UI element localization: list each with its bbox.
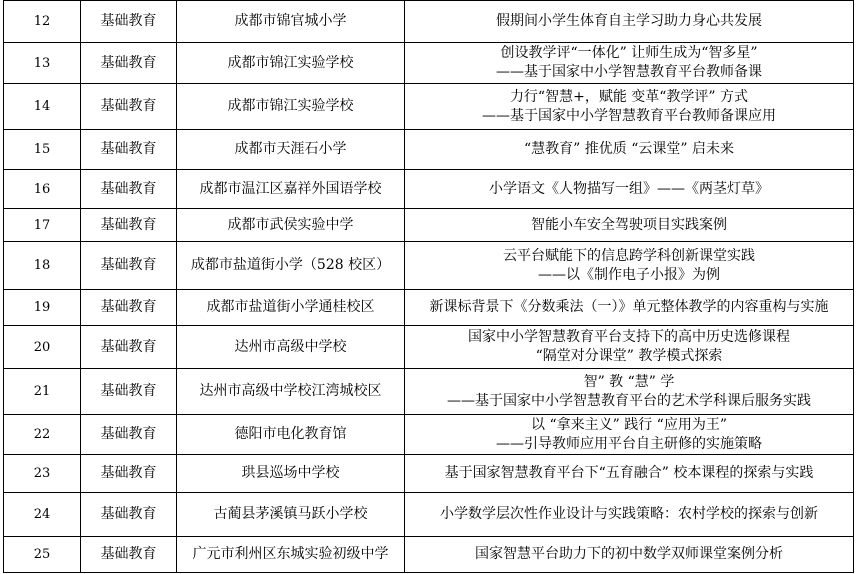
title-line: 以 “拿来主义” 践行 “应用为王” (531, 416, 727, 433)
title-cell (405, 493, 854, 537)
school-cell: 成都市盐道街小学（528 校区） (177, 242, 405, 290)
table-row (4, 84, 854, 130)
table-row (4, 209, 854, 242)
school-cell: 成都市锦官城小学 (177, 1, 405, 43)
school-cell: 珙县巡场中学校 (177, 455, 405, 493)
row-number-cell: 20 (4, 326, 81, 369)
title-line: “隔堂对分课堂” 教学模式探索 (535, 348, 723, 364)
title-cell (405, 209, 854, 242)
category-cell: 基础教育 (81, 43, 177, 84)
school-cell: 成都市天涯石小学 (177, 130, 405, 170)
school-cell: 成都市锦江实验学校 (177, 43, 405, 84)
title-line: 小学语文《人物描写一组》——《两茎灯草》 (489, 180, 769, 197)
table-row (4, 290, 854, 326)
title-line: 新课标背景下《分数乘法（一）》单元整体教学的内容重构与实施 (429, 299, 829, 315)
title-line: 基于国家智慧教育平台下“五育融合” 校本课程的探索与实践 (444, 465, 814, 481)
row-number-cell: 15 (4, 130, 81, 170)
row-number-cell: 17 (4, 209, 81, 242)
title-line: ——基于国家中小学智慧教育平台的艺术学科课后服务实践 (447, 392, 811, 409)
row-number-cell: 25 (4, 537, 81, 573)
school-cell: 成都市温江区嘉祥外国语学校 (177, 170, 405, 209)
title-cell (405, 84, 854, 130)
awards-table (3, 0, 854, 573)
category-cell: 基础教育 (81, 326, 177, 369)
table-row (4, 369, 854, 415)
row-number-cell: 18 (4, 242, 81, 290)
school-cell: 达州市高级中学校江湾城校区 (177, 369, 405, 415)
category-cell: 基础教育 (81, 455, 177, 493)
row-number-cell: 13 (4, 43, 81, 84)
title-line: 国家中小学智慧教育平台支持下的高中历史选修课程 (468, 329, 790, 345)
table-body (4, 1, 854, 573)
category-cell: 基础教育 (81, 130, 177, 170)
title-line: ——基于国家中小学智慧教育平台教师备课 (496, 64, 762, 80)
table-row (4, 242, 854, 290)
table-row (4, 1, 854, 43)
title-cell (405, 537, 854, 573)
table-row (4, 170, 854, 209)
table-row (4, 130, 854, 170)
title-line: 力行“智慧+，赋能 变革“教学评” 方式 (509, 88, 749, 105)
title-cell (405, 369, 854, 415)
category-cell: 基础教育 (81, 369, 177, 415)
school-cell: 成都市盐道街小学通桂校区 (177, 290, 405, 326)
title-cell (405, 43, 854, 84)
title-line: ——引导教师应用平台自主研修的实施策略 (496, 435, 762, 452)
row-number-cell: 24 (4, 493, 81, 537)
category-cell: 基础教育 (81, 415, 177, 455)
school-cell: 达州市高级中学校 (177, 326, 405, 369)
title-line: 云平台赋能下的信息跨学科创新课堂实践 (503, 247, 755, 264)
row-number-cell: 21 (4, 369, 81, 415)
category-cell: 基础教育 (81, 209, 177, 242)
row-number-cell: 16 (4, 170, 81, 209)
category-cell: 基础教育 (81, 537, 177, 573)
row-number-cell: 12 (4, 1, 81, 43)
category-cell: 基础教育 (81, 290, 177, 326)
category-cell: 基础教育 (81, 1, 177, 43)
table-row (4, 455, 854, 493)
title-line: 国家智慧平台助力下的初中数学双师课堂案例分析 (475, 546, 783, 562)
school-cell: 成都市武侯实验中学 (177, 209, 405, 242)
category-cell: 基础教育 (81, 170, 177, 209)
title-cell (405, 242, 854, 290)
row-number-cell: 23 (4, 455, 81, 493)
title-cell (405, 326, 854, 369)
table-row (4, 326, 854, 369)
title-line: 智能小车安全驾驶项目实践案例 (531, 216, 727, 233)
row-number-cell: 19 (4, 290, 81, 326)
title-cell (405, 130, 854, 170)
table-row (4, 415, 854, 455)
title-cell (405, 415, 854, 455)
table-row (4, 493, 854, 537)
title-line: “慧教育” 推优质 “云课堂” 启未来 (524, 141, 734, 157)
category-cell: 基础教育 (81, 242, 177, 290)
school-cell: 成都市锦江实验学校 (177, 84, 405, 130)
title-line: 创设教学评“一体化” 让师生成为“智多星” (500, 45, 758, 61)
table-row (4, 43, 854, 84)
category-cell: 基础教育 (81, 493, 177, 537)
row-number-cell: 22 (4, 415, 81, 455)
title-line: ——基于国家中小学智慧教育平台教师备课应用 (482, 107, 776, 124)
title-line: 智” 教 “慧” 学 (583, 373, 675, 390)
school-cell: 古蔺县茅溪镇马跃小学校 (177, 493, 405, 537)
title-cell (405, 290, 854, 326)
table-row (4, 537, 854, 573)
title-cell (405, 1, 854, 43)
title-line: 假期间小学生体育自主学习助力身心共发展 (496, 13, 762, 29)
title-cell (405, 455, 854, 493)
school-cell: 广元市利州区东城实验初级中学 (177, 537, 405, 573)
title-line: 小学数学层次性作业设计与实践策略：农村学校的探索与创新 (440, 506, 818, 522)
category-cell: 基础教育 (81, 84, 177, 130)
row-number-cell: 14 (4, 84, 81, 130)
school-cell: 德阳市电化教育馆 (177, 415, 405, 455)
title-cell (405, 170, 854, 209)
title-line: ——以《制作电子小报》为例 (538, 266, 720, 283)
